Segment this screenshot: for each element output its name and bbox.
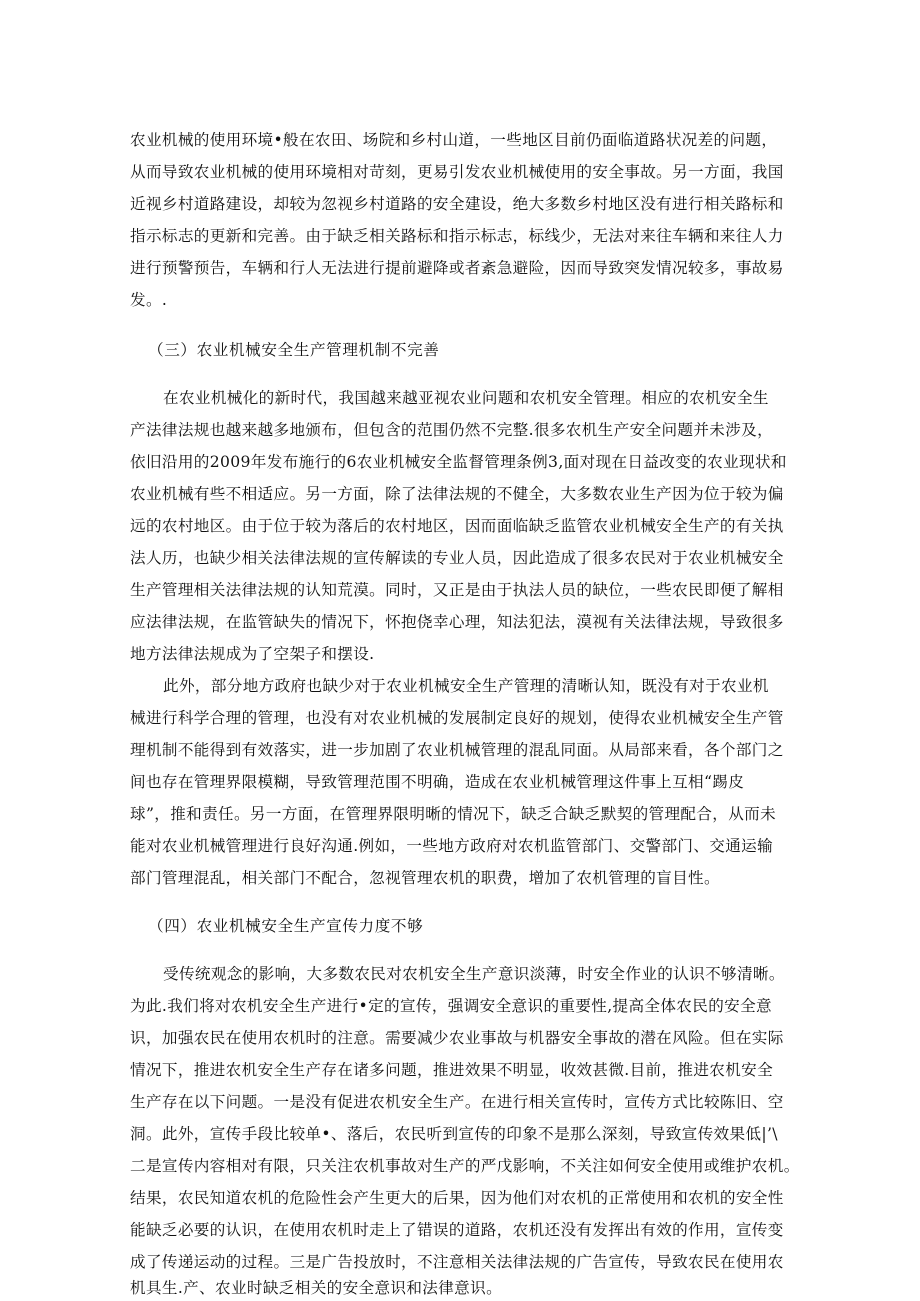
text-line: 结果，农民知道农机的危险性会产生更大的后果，因为他们对农机的正常使用和农机的安全性: [130, 1189, 784, 1207]
text-line: 进行预警预告，车辆和行人无法进行提前避降或者紊急避险，因而导致突发情况较多，事故易: [130, 259, 784, 277]
text-line: 受传统观念的影响，大多数农民对农机安全生产意识淡薄，时安全作业的认识不够清晰。: [163, 965, 785, 983]
section-heading-4: （四）农业机械安全生产宣传力度不够: [148, 917, 424, 935]
text-line: 间也存在管理界限模糊，导致管理范围不明确，造成在农业机械管理这件事上互相“踢皮: [130, 773, 745, 791]
text-line: 情况下，推进农机安全生产存在诸多问题，推进效果不明显，收效甚微.目前，推进农机安全: [130, 1061, 774, 1079]
text-line: 远的农村地区。由于位于较为落后的农村地区，因而面临缺乏监管农业机械安全生产的有关执: [130, 517, 784, 535]
text-line: 部门管理混乱，相关部门不配合，忽视管理农机的职费，增加了农机管理的盲目性。: [130, 869, 720, 887]
text-line: 依旧沿用的2009年发布施行的6农业机械安全监督管理条例3,面对现在日益改变的农业现状和: [130, 453, 787, 471]
text-line: 洞。此外，宣传手段比较单•、落后，农民听到宣传的印象不是那么深刻，导致宣传效果低|’\: [130, 1125, 778, 1143]
text-line: 能缺乏必要的认识，在使用农机时走上了错误的道路，农机还没有发挥出有效的作用，宣传变: [130, 1221, 784, 1239]
text-line: 二是宣传内容相对有限，只关注农机事故对生产的严戊影响，不关注如何安全使用或维护农机。: [130, 1157, 800, 1175]
text-line: 机具生.产、农业时缺乏相关的安全意识和法律意识。: [130, 1279, 503, 1297]
text-line: 产法律法规也越来越多地颁布，但包含的范围仍然不完整.很多农机生产安全问题并未涉及，: [130, 421, 774, 439]
text-line: 械进行科学合理的管理，也没有对农业机械的发展制定良好的规划，使得农业机械安全生产管: [130, 709, 784, 727]
text-line: 为此.我们将对农机安全生产进行•定的宣传，强调安全意识的重要性,提高全体农民的安全意: [130, 997, 772, 1015]
text-line: 近视乡村道路建设，却较为忽视乡村道路的安全建设，绝大多数乡村地区没有进行相关路标和: [130, 195, 784, 213]
text-line: 发。.: [130, 291, 168, 309]
text-line: 应法律法规，在监管缺失的情况下，怀抱侥幸心理，知法犯法，漠视有关法律法规，导致很多: [130, 613, 784, 631]
text-line: 能对农业机械管理进行良好沟通.例如，一些地方政府对农机监管部门、交警部门、交通运输: [130, 837, 774, 855]
text-line: 生产管理相关法律法规的认知荒漠。同时，又正是由于执法人员的缺位，一些农民即便了解相: [130, 581, 784, 599]
text-line: 生产存在以下问题。一是没有促进农机安全生产。在进行相关宣传时，宣传方式比较陈旧、空: [130, 1093, 784, 1111]
text-line: 农业机械有些不相适应。另一方面，除了法律法规的不健全，大多数农业生产因为位于较为偏: [130, 485, 784, 503]
text-line: 此外，部分地方政府也缺少对于农业机械安全生产管理的清晰认知，既没有对于农业机: [163, 677, 769, 695]
text-line: 成了传递运动的过程。三是广告投放时，不注意相关法律法规的广告宣传，导致农民在使用农: [130, 1253, 784, 1271]
section-heading-3: （三）农业机械安全生产管理机制不完善: [148, 341, 440, 359]
text-line: 球”，推和责任。另一方面，在管理界限明晰的情况下，缺乏合缺乏默契的管理配合，从而未: [130, 805, 777, 823]
text-line: 理机制不能得到有效落实，进一步加剧了农业机械管理的混乱同面。从局部来看，各个部门之: [130, 741, 784, 759]
text-line: 法人历，也缺少相关法律法规的宣传解读的专业人员，因此造成了很多农民对于农业机械安全: [130, 549, 784, 567]
text-line: 从而导致农业机械的使用环境相对苛刻，更易引发农业机械使用的安全事故。另一方面，我国: [130, 163, 784, 181]
text-line: 在农业机械化的新时代，我国越来越亚视农业问题和农机安全管理。相应的农机安全生: [163, 389, 769, 407]
text-line: 识，加强农民在使用农机时的注意。需要减少农业事故与机器安全事故的潜在风险。但在实际: [130, 1029, 784, 1047]
text-line: 农业机械的使用环境•般在农田、场院和乡村山道，一些地区目前仍面临道路状况差的问题，: [130, 131, 778, 149]
text-line: 地方法律法规成为了空架子和摆设.: [130, 645, 375, 663]
text-line: 指示标志的更新和完善。由于缺乏相关路标和指示标志，标线少，无法对来往车辆和来往人力: [130, 227, 784, 245]
